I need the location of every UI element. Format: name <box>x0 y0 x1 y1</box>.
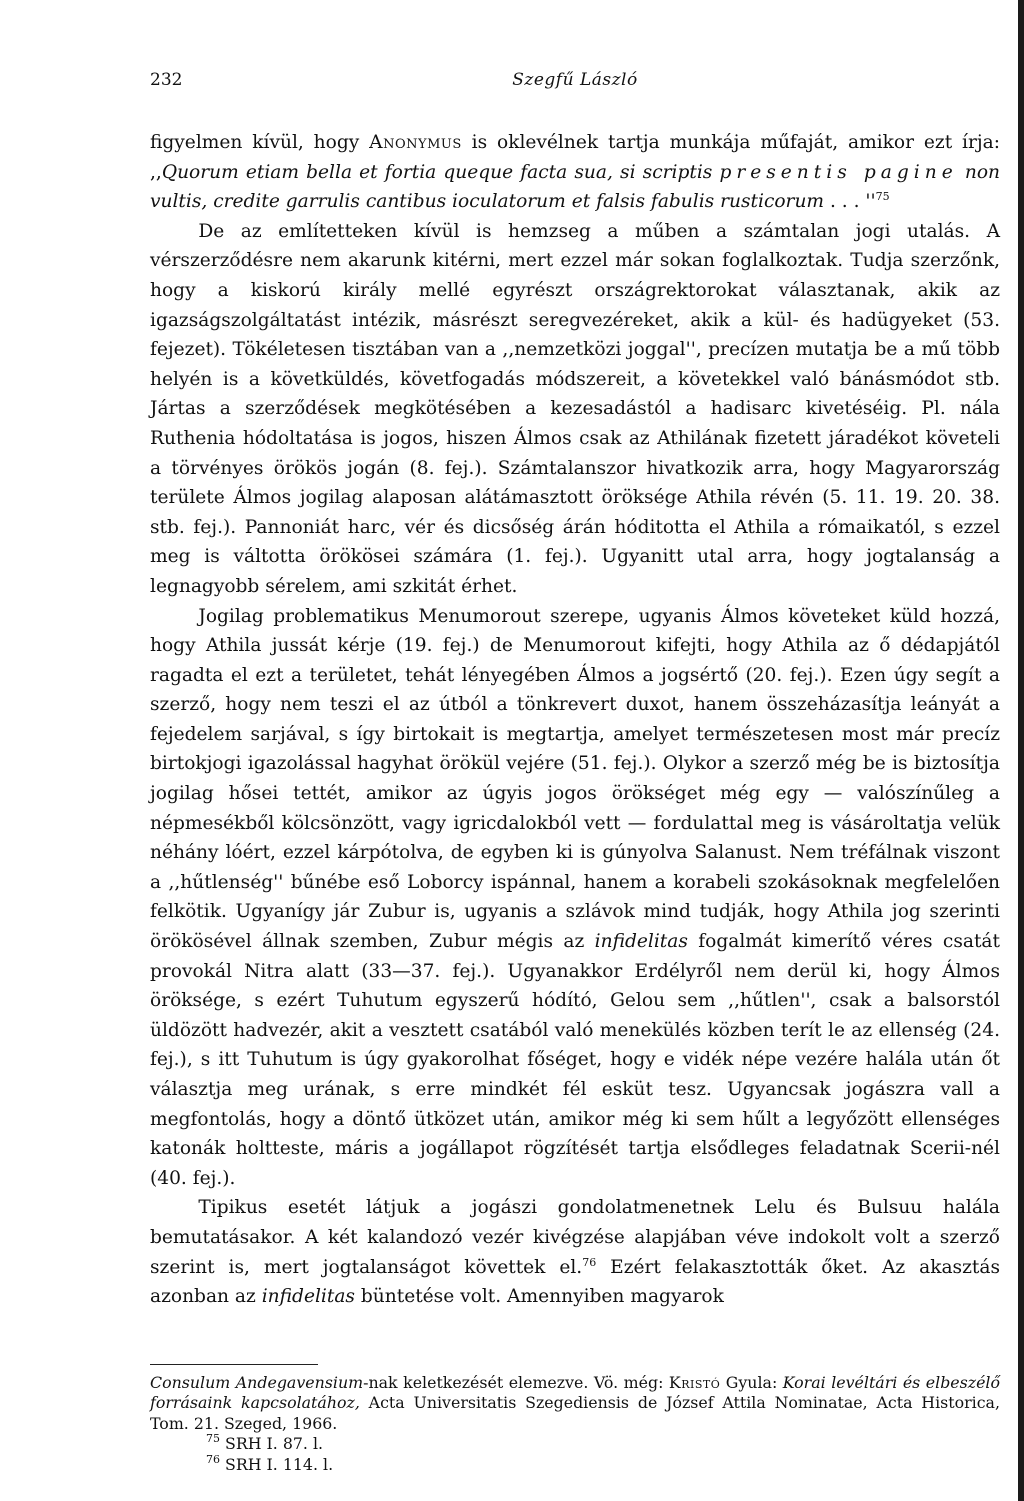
text-run: Anonymus <box>369 132 462 153</box>
text-run: . . . '' <box>824 191 876 213</box>
paragraph <box>150 128 1000 217</box>
footnote-ref: 75 <box>875 190 890 204</box>
footnote-ref: 76 <box>582 1255 597 1269</box>
text-run: non vultis, credite garrulis cantibus ioculatorum et falsis fabulis rusticorum <box>150 161 1000 213</box>
text-run: infidelitas <box>594 931 688 953</box>
page-number: 232 <box>150 70 183 90</box>
text-run: Acta Universitatis Szegediensis de József Attila Nominatae, Acta Historica, Tom. 21. Szeged, 1966. <box>150 1393 1000 1433</box>
text-run: Jogilag problematikus Menumorout szerepe, ugyanis Álmos követeket küld hozzá, hogy Athila jussát kérje (19. fej.) de Menumorout kifejti, hogy Athila az ő dédapjától ragadta el ezt a területet, tehát lényegében Álmos a jogsértő (20. fej.). Ezen úgy segít a szerző, hogy nem teszi el az útból a tönkrevert duxot, hanem összeházasítja leányát a fejedelem sarjával, s így birtokait is megtartja, amelyet természetesen most már precíz birtokjogi igazolással hagyhat örökül vejére (51. fej.). Olykor a szerző még be is biztosítja jogilag hősei tettét, amikor az úgyis jogos örökséget még egy — valószínűleg a népmesékből kölcsönzött, vagy igricdalokból vett — fordulattal meg is vásároltatja velük néhány lóért, ezzel kárpótolva, de egyben ki is gúnyolva Salanust. Nem tréfálnak viszont a ,,hűtlenség'' bűnébe eső Loborcy ispánnal, hanem a korabeli szokásoknak megfelelően felkötik. Ugyanígy jár Zubur is, ugyanis a szlávok mind tudják, hogy Athila jog szerinti örökösével állnak szemben, Zubur mégis az <box>150 605 1000 953</box>
footnote <box>150 1452 1000 1476</box>
paragraph <box>150 217 1000 602</box>
text-run: -nak keletkezését elemezve. Vö. még: <box>363 1372 669 1392</box>
footnote-ref: 76 <box>206 1452 220 1466</box>
text-run: SRH I. 87. l. <box>220 1434 324 1454</box>
footnote-rule <box>150 1364 318 1365</box>
paragraph <box>150 602 1000 1194</box>
text-run: De az említetteken kívül is hemzseg a műben a számtalan jogi utalás. A vérszerződésre nem akarunk kitérni, mert ezzel már sokan foglalkoztak. Tudja szerzőnk, hogy a kiskorú király mellé egyrészt országrektorokat választanak, akik az igazságszolgáltatást intézik, másrészt seregvezéreket, akik a kül- és hadügyeket (53. fejezet). Tökéletesen tisztában van a ,,nemzetközi joggal'', precízen mutatja be a mű több helyén is a követküldés, követfogadás módszereit, a követekkel való bánásmódot stb. Jártas a szerződések megkötésében a kezesadástól a hadisarc kivetéséig. Pl. nála Ruthenia hódoltatása is jogos, hiszen Álmos csak az Athilának fizetett járadékot követeli a törvényes örökös jogán (8. fej.). Számtalanszor hivatkozik arra, hogy Magyarország területe Álmos jogilag alaposan alátámasztott öröksége Athila révén (5. 11. 19. 20. 38. stb. fej.). Pannoniát harc, vér és dicsőség árán hóditotta el Athila a rómaikatól, s ezzel meg is váltotta örökösei számára (1. fej.). Ugyanitt utal arra, hogy jogtalanság a legnagyobb sérelem, ami szkitát érhet. <box>150 220 1000 597</box>
text-run: Quorum etiam bella et fortia queque facta sua, si scriptis <box>161 161 720 183</box>
body-text <box>150 128 1000 1312</box>
footnote <box>150 1373 1000 1435</box>
page-header <box>150 60 1000 104</box>
text-run: Kristó <box>668 1372 721 1392</box>
page-edge-border <box>1018 0 1024 1501</box>
text-run: presentis pagine <box>719 161 958 183</box>
running-head: Szegfű László <box>512 70 638 90</box>
text-run: is oklevélnek tartja munkája műfaját, amikor ezt írja: ,, <box>150 132 1001 183</box>
text-run: büntetése volt. Amennyiben magyarok <box>354 1286 724 1308</box>
footnotes <box>150 1373 1000 1476</box>
text-run: fogalmát kimerítő véres csatát provokál Nitra alatt (33—37. fej.). Ugyanakkor Erdélyről nem derül ki, hogy Álmos öröksége, s ezért Tuhutum egyszerű hódító, Gelou sem ,,hűtlen'', csak a balsorstól üldözött hadvezér, akit a vesztett csatából való menekülés közben terít le az ellenség (24. fej.), s itt Tuhutum is úgy gyakorolhat főséget, hogy e vidék népe vezére halála után őt választja meg urának, s erre mindkét fél esküt tesz. Ugyancsak jogászra vall a megfontolás, hogy a döntő ütközet után, amikor még ki sem hűlt a legyőzött ellenséges katonák holtteste, máris a jogállapot rögzítését tartja elsődleges feladatnak Scerii-nél (40. fej.). <box>150 931 1000 1189</box>
paragraph <box>150 1193 1000 1311</box>
text-run: figyelmen kívül, hogy <box>150 132 370 153</box>
text-run: SRH I. 114. l. <box>220 1454 334 1474</box>
text-run: Gyula: <box>720 1372 783 1392</box>
text-run: Ezért felakasztották őket. Az akasztás azonban az <box>150 1256 1000 1308</box>
footnote <box>150 1434 1000 1455</box>
text-run: infidelitas <box>261 1286 355 1308</box>
text-run: Consulum Andegavensium <box>150 1372 364 1392</box>
page <box>150 60 1000 1475</box>
text-run: Tipikus esetét látjuk a jogászi gondolatmenetnek Lelu és Bulsuu halála bemutatásakor. A két kalandozó vezér kivégzése alapjában véve indokolt volt a szerző szerint is, mert jogtalanságot követtek el. <box>150 1197 1000 1278</box>
text-run: Korai levéltári és elbeszélő forrásaink kapcsolatához, <box>150 1372 1000 1413</box>
footnote-ref: 75 <box>206 1432 220 1446</box>
